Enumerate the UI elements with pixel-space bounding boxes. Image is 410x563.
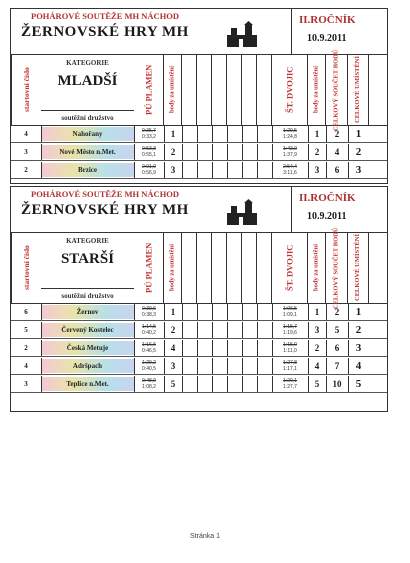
team-name: Nové Město n.Met.	[59, 148, 116, 156]
column-divider	[134, 322, 135, 338]
total-points: 2	[334, 307, 340, 317]
column-divider	[257, 162, 258, 178]
time-attempt-2: 0:40,2	[142, 330, 156, 336]
column-divider	[272, 340, 273, 356]
column-divider	[41, 340, 42, 356]
table-row	[11, 358, 387, 375]
header-start-number: startovní číslo	[11, 55, 41, 125]
column-divider	[164, 126, 165, 142]
column-divider	[326, 144, 327, 160]
points-discipline-2: 1	[314, 307, 320, 317]
column-divider	[41, 126, 42, 142]
column-divider	[41, 358, 42, 374]
points-discipline-2: 5	[314, 379, 320, 389]
column-divider	[308, 126, 309, 142]
column-divider	[308, 144, 309, 160]
page-number: Stránka 1	[190, 533, 220, 540]
column-divider	[308, 304, 309, 320]
header-discipline-2: ŠT. DVOJIC	[272, 55, 308, 125]
team-name: Česká Metuje	[66, 344, 109, 352]
start-number: 2	[24, 344, 28, 352]
column-divider	[164, 322, 165, 338]
column-divider	[197, 304, 198, 320]
time-attempt-2: 0:56,9	[142, 170, 156, 176]
column-divider	[227, 322, 228, 338]
column-divider	[242, 162, 243, 178]
organizer: POHÁROVÉ SOUTĚŽE MH NÁCHOD	[31, 11, 180, 21]
column-divider	[242, 304, 243, 320]
category-label: KATEGORIE	[66, 59, 109, 67]
points-discipline-2: 2	[314, 343, 320, 353]
column-divider	[227, 358, 228, 374]
start-number: 6	[24, 308, 28, 316]
discipline-1-times	[134, 126, 164, 142]
header-blank-5	[242, 233, 257, 303]
start-number: 3	[24, 148, 28, 156]
column-divider	[197, 144, 198, 160]
header-blank-4	[227, 55, 242, 125]
table-row	[11, 162, 387, 179]
discipline-2-times	[272, 304, 308, 320]
header-total: CELKOVÝ SOUČET BODŮ	[326, 233, 348, 303]
column-divider	[227, 126, 228, 142]
column-divider	[212, 322, 213, 338]
event-date: 10.9.2011	[307, 33, 347, 44]
column-divider	[257, 340, 258, 356]
table-row	[11, 340, 387, 357]
column-divider	[134, 340, 135, 356]
table-row	[11, 126, 387, 143]
column-divider	[134, 304, 135, 320]
points-discipline-2: 1	[314, 129, 320, 139]
time-attempt-2: 1:11,0	[283, 348, 297, 354]
points-discipline-2: 2	[314, 147, 320, 157]
column-divider	[326, 358, 327, 374]
header-blank-2	[197, 233, 212, 303]
points-discipline-1: 4	[170, 343, 176, 353]
header-total: CELKOVÝ SOUČET BODŮ	[326, 55, 348, 125]
header-blank-2	[197, 55, 212, 125]
team-name: Nahořany	[72, 130, 103, 138]
team-name: Teplice n.Met.	[66, 380, 109, 388]
team-name: Červený Kostelec	[61, 326, 114, 334]
column-divider	[41, 162, 42, 178]
column-divider	[197, 358, 198, 374]
time-attempt-1: 1:16,6	[142, 342, 156, 348]
total-points: 10	[332, 379, 342, 389]
team-name: Žernov	[76, 308, 99, 316]
column-divider	[272, 322, 273, 338]
time-attempt-1: 2:54,4	[283, 164, 297, 170]
column-divider	[182, 340, 183, 356]
total-points: 7	[334, 361, 340, 371]
column-divider	[348, 340, 349, 356]
start-number: 5	[24, 326, 28, 334]
column-divider	[242, 322, 243, 338]
column-divider	[41, 376, 42, 392]
column-divider	[242, 340, 243, 356]
time-attempt-2: 1:37,9	[283, 152, 297, 158]
discipline-2-times	[272, 162, 308, 178]
column-divider	[257, 376, 258, 392]
column-divider	[348, 144, 349, 160]
column-divider	[348, 126, 349, 142]
column-divider	[242, 376, 243, 392]
points-discipline-1: 1	[170, 129, 176, 139]
column-divider	[41, 322, 42, 338]
header-blank-4	[227, 233, 242, 303]
points-discipline-1: 5	[170, 379, 176, 389]
column-divider	[326, 322, 327, 338]
time-attempt-1: 1:43,0	[283, 146, 297, 152]
column-divider	[197, 162, 198, 178]
points-discipline-1: 3	[170, 361, 176, 371]
column-divider	[257, 126, 258, 142]
column-divider	[164, 304, 165, 320]
column-divider	[326, 126, 327, 142]
total-points: 5	[334, 325, 340, 335]
column-divider	[212, 376, 213, 392]
time-attempt-2: 0:38,3	[142, 312, 156, 318]
column-divider	[326, 340, 327, 356]
final-place: 2	[355, 146, 362, 158]
final-place: 5	[355, 378, 362, 390]
discipline-2-times	[272, 376, 308, 392]
column-divider	[242, 144, 243, 160]
column-divider	[308, 376, 309, 392]
column-divider	[212, 358, 213, 374]
header-divider	[291, 9, 292, 54]
time-attempt-1: 0:39,6	[142, 306, 156, 312]
time-attempt-2: 0:33,2	[142, 134, 156, 140]
column-divider	[272, 358, 273, 374]
column-divider	[197, 376, 198, 392]
castle-logo-icon	[225, 21, 259, 49]
column-divider	[182, 358, 183, 374]
event-title: ŽERNOVSKÉ HRY MH	[21, 24, 189, 40]
column-divider	[41, 144, 42, 160]
discipline-2-times	[272, 126, 308, 142]
points-discipline-1: 2	[170, 147, 176, 157]
header-discipline-1: PÚ PLAMEN	[134, 55, 164, 125]
points-discipline-2: 4	[314, 361, 320, 371]
event-date: 10.9.2011	[307, 211, 347, 222]
header-blank-5	[242, 55, 257, 125]
column-divider	[257, 322, 258, 338]
final-place: 3	[355, 164, 362, 176]
column-divider	[227, 376, 228, 392]
column-divider	[308, 340, 309, 356]
points-discipline-1: 3	[170, 165, 176, 175]
column-divider	[308, 322, 309, 338]
table-row	[11, 304, 387, 321]
time-attempt-2: 3:11,6	[283, 170, 297, 176]
column-divider	[164, 376, 165, 392]
team-name: Brzice	[77, 166, 98, 174]
time-attempt-2: 0:55,1	[142, 152, 156, 158]
column-divider	[212, 304, 213, 320]
header-start-number: startovní číslo	[11, 233, 41, 303]
time-attempt-1: 1:27,8	[283, 360, 297, 366]
time-attempt-1: 1:29,2	[142, 360, 156, 366]
time-attempt-2: 1:19,6	[283, 330, 297, 336]
column-divider	[182, 144, 183, 160]
start-number: 3	[24, 380, 28, 388]
column-divider	[326, 162, 327, 178]
column-divider	[212, 162, 213, 178]
discipline-2-times	[272, 358, 308, 374]
castle-logo-icon	[225, 199, 259, 227]
header-blank-1	[182, 233, 197, 303]
total-points: 2	[334, 129, 340, 139]
table-row	[11, 322, 387, 339]
discipline-1-times	[134, 144, 164, 160]
table-row	[11, 376, 387, 393]
team-name: Adršpach	[72, 362, 103, 370]
sheet-header	[11, 9, 387, 55]
column-divider	[257, 144, 258, 160]
time-attempt-1: 1:15,0	[283, 342, 297, 348]
event-title: ŽERNOVSKÉ HRY MH	[21, 202, 189, 218]
time-attempt-2: 1:27,7	[283, 384, 297, 390]
header-blank-1	[182, 55, 197, 125]
discipline-1-times	[134, 340, 164, 356]
time-attempt-1: 1:15,7	[283, 324, 297, 330]
sheet-header	[11, 187, 387, 233]
discipline-2-times	[272, 340, 308, 356]
column-divider	[212, 144, 213, 160]
column-divider	[326, 304, 327, 320]
column-divider	[272, 376, 273, 392]
column-divider	[348, 304, 349, 320]
column-divider	[182, 376, 183, 392]
header-place: CELKOVÉ UMÍSTĚNÍ	[348, 233, 369, 303]
column-divider	[134, 358, 135, 374]
header-discipline-1: PÚ PLAMEN	[134, 233, 164, 303]
time-attempt-2: 1:24,8	[283, 134, 297, 140]
final-place: 2	[355, 324, 362, 336]
column-divider	[348, 162, 349, 178]
column-divider	[348, 358, 349, 374]
discipline-2-times	[272, 322, 308, 338]
category-box	[41, 233, 134, 303]
column-divider	[348, 322, 349, 338]
column-divider	[227, 340, 228, 356]
column-divider	[134, 126, 135, 142]
discipline-1-times	[134, 376, 164, 392]
team-label: soutěžní družstvo	[41, 110, 134, 122]
header-points-2: body za umístění	[308, 233, 326, 303]
column-divider	[182, 126, 183, 142]
column-divider	[227, 162, 228, 178]
header-place: CELKOVÉ UMÍSTĚNÍ	[348, 55, 369, 125]
column-divider	[242, 358, 243, 374]
column-divider	[326, 376, 327, 392]
header-divider	[291, 187, 292, 232]
header-blank-6	[257, 55, 272, 125]
time-attempt-1: 0:53,3	[142, 146, 156, 152]
column-divider	[197, 322, 198, 338]
round-label: II.ROČNÍK	[299, 14, 356, 26]
column-divider	[197, 340, 198, 356]
column-divider	[257, 304, 258, 320]
column-divider	[272, 126, 273, 142]
results-sheet-older	[10, 186, 388, 412]
category-label: KATEGORIE	[66, 237, 109, 245]
total-points: 6	[334, 165, 340, 175]
column-divider	[41, 304, 42, 320]
column-divider	[212, 126, 213, 142]
header-points-1: body za umístění	[164, 233, 182, 303]
discipline-1-times	[134, 322, 164, 338]
column-divider	[272, 162, 273, 178]
time-attempt-1: 1:29,5	[283, 128, 297, 134]
header-blank-3	[212, 55, 227, 125]
header-points-1: body za umístění	[164, 55, 182, 125]
category-box	[41, 55, 134, 125]
time-attempt-1: 1:14,5	[142, 324, 156, 330]
column-divider	[182, 304, 183, 320]
final-place: 3	[355, 342, 362, 354]
team-label: soutěžní družstvo	[41, 288, 134, 300]
category-name: MLADŠÍ	[57, 73, 118, 89]
time-attempt-1: 2:01,0	[142, 164, 156, 170]
column-divider	[308, 358, 309, 374]
time-attempt-2: 1:17,1	[283, 366, 297, 372]
points-discipline-1: 2	[170, 325, 176, 335]
header-blank-3	[212, 233, 227, 303]
time-attempt-2: 1:09,1	[283, 312, 297, 318]
discipline-1-times	[134, 304, 164, 320]
time-attempt-2: 0:46,5	[142, 348, 156, 354]
column-divider	[308, 162, 309, 178]
column-divider	[272, 144, 273, 160]
column-divider	[182, 322, 183, 338]
time-attempt-2: 0:40,5	[142, 366, 156, 372]
discipline-1-times	[134, 358, 164, 374]
final-place: 1	[355, 128, 362, 140]
final-place: 1	[355, 306, 362, 318]
column-divider	[348, 376, 349, 392]
total-points: 4	[334, 147, 340, 157]
discipline-2-times	[272, 144, 308, 160]
column-divider	[134, 162, 135, 178]
column-divider	[164, 340, 165, 356]
table-row	[11, 144, 387, 161]
time-attempt-1: 0:35,7	[142, 128, 156, 134]
column-divider	[164, 162, 165, 178]
column-divider	[242, 126, 243, 142]
column-divider	[182, 162, 183, 178]
discipline-1-times	[134, 162, 164, 178]
time-attempt-1: 1:06,5	[283, 306, 297, 312]
header-discipline-2: ŠT. DVOJIC	[272, 233, 308, 303]
points-discipline-2: 3	[314, 325, 320, 335]
final-place: 4	[355, 360, 362, 372]
time-attempt-2: 1:08,2	[142, 384, 156, 390]
time-attempt-1: 1:20,1	[283, 378, 297, 384]
organizer: POHÁROVÉ SOUTĚŽE MH NÁCHOD	[31, 189, 180, 199]
start-number: 4	[24, 362, 28, 370]
time-attempt-1: 0:48,9	[142, 378, 156, 384]
round-label: II.ROČNÍK	[299, 192, 356, 204]
category-name: STARŠÍ	[60, 251, 115, 267]
column-divider	[272, 304, 273, 320]
column-divider	[134, 144, 135, 160]
column-divider	[227, 304, 228, 320]
points-discipline-1: 1	[170, 307, 176, 317]
start-number: 4	[24, 130, 28, 138]
column-divider	[227, 144, 228, 160]
header-blank-6	[257, 233, 272, 303]
column-divider	[134, 376, 135, 392]
column-divider	[164, 358, 165, 374]
column-divider	[212, 340, 213, 356]
column-divider	[257, 358, 258, 374]
results-sheet-younger	[10, 8, 388, 184]
points-discipline-2: 3	[314, 165, 320, 175]
total-points: 6	[334, 343, 340, 353]
start-number: 2	[24, 166, 28, 174]
column-divider	[197, 126, 198, 142]
header-points-2: body za umístění	[308, 55, 326, 125]
column-divider	[164, 144, 165, 160]
